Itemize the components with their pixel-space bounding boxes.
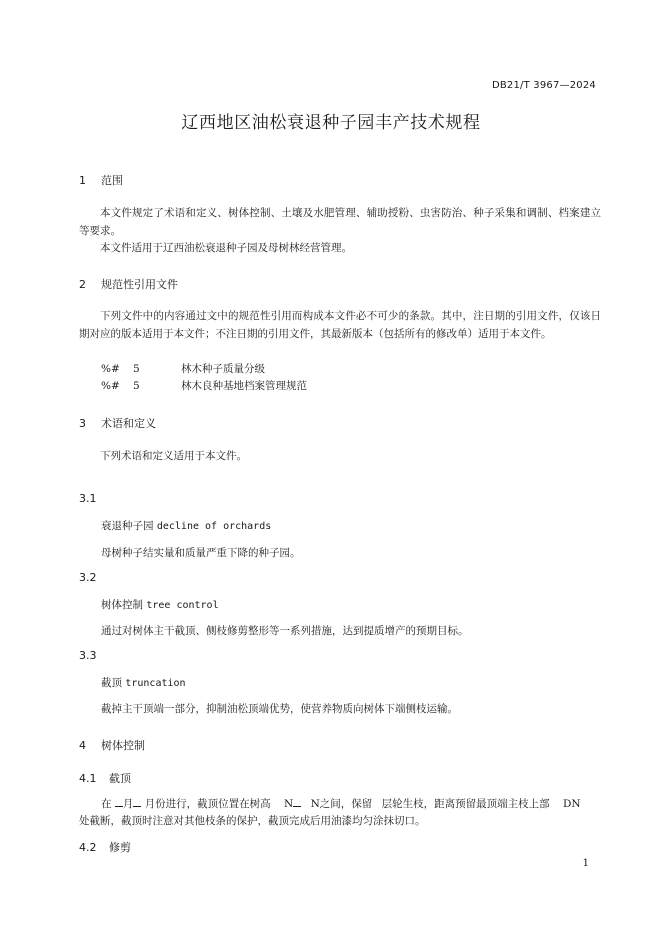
term-entry [101, 597, 219, 612]
section-3-heading [79, 415, 156, 431]
term-definition: 通过对树体主干截顶、侧枝修剪整形等一系列措施，达到提质增产的预期目标。 [101, 625, 469, 637]
section-number: 4 [79, 739, 86, 752]
section-2-heading [79, 276, 178, 292]
reference-number: 5 [133, 380, 140, 392]
subsection-4-2-heading [79, 839, 131, 855]
subsection-4-1-line-1 [101, 796, 581, 813]
section-2-paragraph-1: 下列文件中的内容通过文中的规范性引用而构成本文件必不可少的条款。其中，注日期的引用文件，仅该日期对应的版本适用于本文件；不注日期的引用文件，其最新版本（包括所有的修改单）适用于本文件。 [79, 310, 601, 340]
term-en: truncation [125, 678, 186, 689]
term-en: tree control [146, 600, 219, 611]
reference-title: 林木种子质量分级 [181, 363, 265, 375]
term-definition: 截掉主干顶端一部分，抑制油松顶端优势，使营养物质向树体下端侧枝运输。 [101, 703, 458, 715]
term-zh: 衰退种子园 [101, 520, 154, 532]
section-title: 规范性引用文件 [101, 278, 178, 291]
section-3-paragraph-1: 下列术语和定义适用于本文件。 [100, 450, 247, 462]
text-run: 在 [101, 798, 112, 810]
standard-code: DB21/T 3967—2024 [491, 80, 596, 91]
term-number: 3.3 [79, 649, 97, 662]
term-zh: 截顶 [101, 677, 122, 689]
section-number: 1 [79, 174, 86, 187]
term-number: 3.2 [79, 571, 97, 584]
section-1-heading [79, 172, 123, 188]
subsection-4-1-heading [79, 770, 131, 786]
section-1-paragraph-1: 本文件规定了术语和定义、树体控制、土壤及水肥管理、辅助授粉、虫害防治、种子采集和调制、档案建立等要求。 [79, 207, 601, 237]
fill-in-blank [115, 806, 123, 807]
fill-in-blank [293, 806, 301, 807]
term-entry [101, 675, 186, 690]
section-title: 树体控制 [101, 739, 145, 752]
subsection-title: 修剪 [109, 841, 131, 854]
text-run: 月 [122, 798, 134, 810]
subsection-4-1-line-2: 处截断，截顶时注意对其他枝条的保护，截顶完成后用油漆均匀涂抹切口。 [79, 815, 426, 827]
reference-prefix: %# [101, 363, 120, 375]
reference-number: 5 [133, 363, 140, 375]
section-title: 术语和定义 [101, 417, 156, 430]
text-run: 层轮生枝，距离预留最顶端主枝上部 [381, 798, 550, 810]
text-run: 月份进行，截顶位置在树高 [144, 798, 271, 810]
subsection-number: 4.2 [79, 841, 97, 854]
term-definition: 母树种子结实量和质量严重下降的种子园。 [101, 547, 301, 559]
term-en: decline of orchards [156, 521, 272, 532]
section-number: 2 [79, 278, 86, 291]
section-number: 3 [79, 417, 86, 430]
text-run: DN [562, 798, 581, 810]
term-number: 3.1 [79, 492, 97, 505]
term-zh: 树体控制 [101, 599, 143, 611]
term-entry [101, 518, 271, 533]
page-number: 1 [582, 858, 589, 869]
reference-item [101, 361, 265, 376]
subsection-title: 截顶 [109, 772, 131, 785]
text-run: N之间，保留 [310, 798, 373, 810]
section-title: 范围 [101, 174, 123, 187]
subsection-number: 4.1 [79, 772, 97, 785]
reference-item [101, 378, 307, 393]
text-run: N [284, 798, 294, 810]
document-title: 辽西地区油松衰退种子园丰产技术规程 [181, 113, 481, 133]
section-1-paragraph-2: 本文件适用于辽西油松衰退种子园及母树林经营管理。 [100, 242, 352, 254]
fill-in-blank [133, 806, 141, 807]
section-4-heading [79, 737, 145, 753]
reference-title: 林木良种基地档案管理规范 [181, 380, 307, 392]
reference-prefix: %# [101, 380, 120, 392]
